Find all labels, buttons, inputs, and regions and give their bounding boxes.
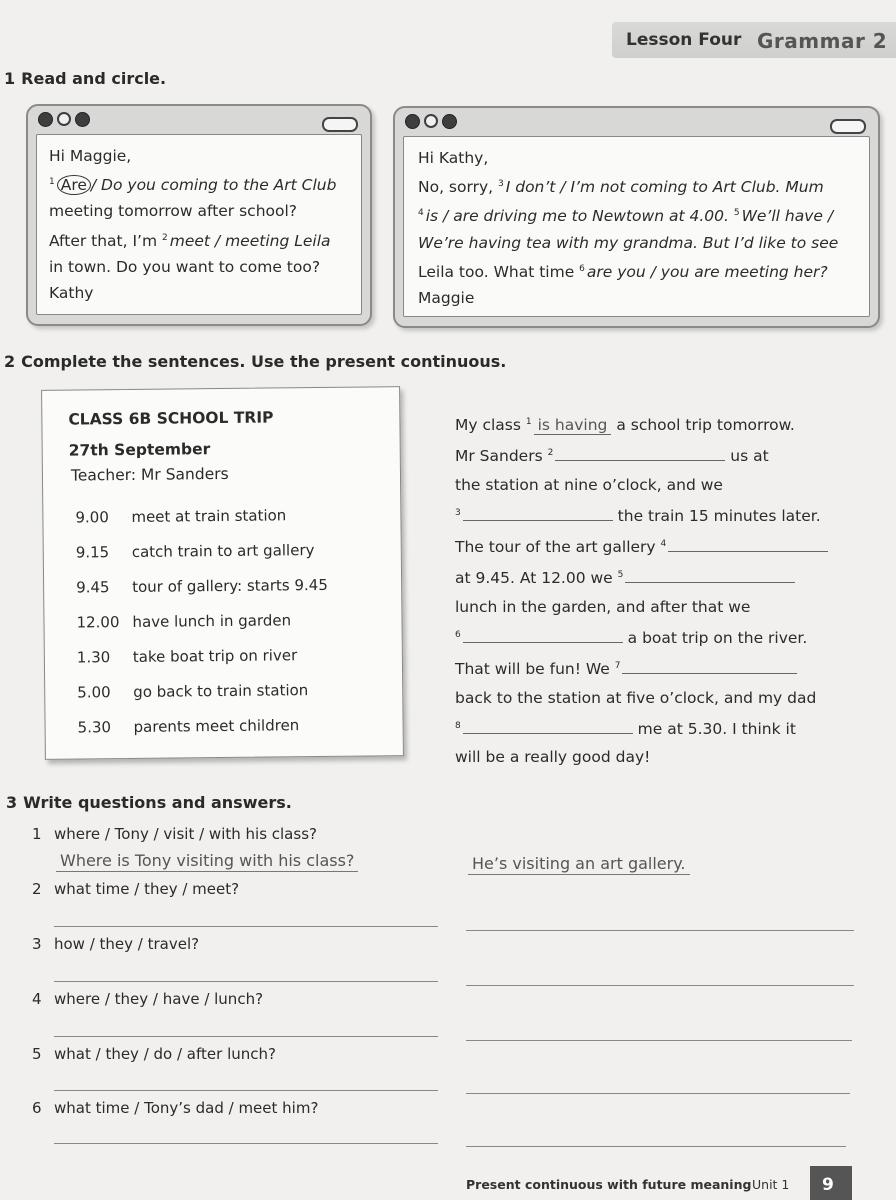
blank-2[interactable]: [555, 446, 725, 461]
answer-line-2[interactable]: [466, 930, 854, 931]
schedule-row: 5.30 parents meet children: [77, 716, 300, 737]
topic-label: Grammar 2: [757, 29, 888, 53]
circled-answer: Are: [57, 175, 91, 195]
schedule-row: 12.00 have lunch in garden: [76, 611, 292, 632]
answer-1: is having: [534, 416, 612, 435]
answer-line-5[interactable]: [466, 1093, 850, 1094]
email-line: After that, I’m $^2$ meet / meeting Leila: [49, 231, 331, 250]
email-line: $^1$ Are / Do you coming to the Art Club: [49, 176, 337, 195]
window-dots-icon: [38, 112, 90, 127]
page-number: 9: [822, 1175, 834, 1195]
school-trip-card: [41, 386, 404, 760]
lesson-label: Lesson Four: [626, 30, 742, 50]
answer-answer-1: He’s visiting an art gallery.: [468, 854, 690, 875]
email-window-1: [26, 104, 372, 326]
question-prompt: 4 where / they / have / lunch?: [32, 990, 264, 1008]
footer-unit: Unit 1: [752, 1177, 790, 1192]
schedule-row: 9.45 tour of gallery: starts 9.45: [76, 575, 328, 597]
question-line-6[interactable]: [54, 1143, 438, 1144]
section-3-title: 3 Write questions and answers.: [6, 793, 292, 812]
question-prompt: 6 what time / Tony’s dad / meet him?: [32, 1099, 319, 1117]
schedule-row: 9.15 catch train to art gallery: [75, 541, 315, 562]
email-line: We’re having tea with my grandma. But I’d like to see: [418, 233, 839, 252]
question-line-4[interactable]: [54, 1036, 438, 1037]
question-prompt: 2 what time / they / meet?: [32, 880, 240, 898]
section-2-title: 2 Complete the sentences. Use the present continuous.: [4, 352, 507, 371]
email-line: Maggie: [418, 289, 475, 308]
email-line: in town. Do you want to come too?: [49, 257, 321, 276]
card-title: CLASS 6B SCHOOL TRIP: [68, 408, 274, 429]
email-line: Hi Maggie,: [49, 147, 132, 165]
window-dots-icon: [405, 114, 457, 129]
footer-topic: Present continuous with future meaning: [466, 1177, 752, 1192]
email-line: $^4$ is / are driving me to Newtown at 4.00. $^5$ We’ll have /: [418, 207, 834, 226]
blank-5[interactable]: [625, 568, 795, 583]
card-teacher: Teacher: Mr Sanders: [70, 464, 229, 485]
question-line-5[interactable]: [54, 1090, 438, 1091]
schedule-row: 5.00 go back to train station: [77, 681, 309, 702]
blank-7[interactable]: [622, 659, 797, 674]
card-date: 27th September: [68, 440, 211, 460]
answer-line-3[interactable]: [466, 985, 854, 986]
question-prompt: 1 where / Tony / visit / with his class?: [32, 825, 317, 843]
blank-4[interactable]: [668, 537, 828, 552]
window-button-icon: [830, 119, 866, 134]
answer-line-4[interactable]: [466, 1040, 852, 1041]
email-line: meeting tomorrow after school?: [49, 202, 298, 221]
email-line: No, sorry, $^3$ I don’t / I’m not coming to Art Club. Mum: [418, 178, 824, 197]
schedule-row: 1.30 take boat trip on river: [76, 646, 298, 667]
question-line-3[interactable]: [54, 981, 438, 982]
email-body-1: [36, 134, 362, 315]
schedule-row: 9.00 meet at train station: [75, 506, 287, 527]
email-body-2: [403, 136, 870, 317]
email-window-2: [393, 106, 880, 328]
blank-3[interactable]: [463, 506, 613, 521]
question-prompt: 3 how / they / travel?: [32, 935, 200, 953]
question-prompt: 5 what / they / do / after lunch?: [32, 1045, 276, 1063]
question-line-2[interactable]: [54, 926, 438, 927]
gap-fill-paragraph: My class $^1$ is having a school trip tomorrow. Mr Sanders $^2$ us at the station at nine o’clock, and we $^3$ the train 15 minutes later. The tour of the art gallery $^4$ at 9.45. At 12.00 we $^5$ lunch in the garden, and after that we $^6$ a boat trip on the river. That will be fun! We $^7$ back to the station at five o’clock, and my dad $^8$ me at 5.30. I think it will be a really good day!: [455, 408, 835, 772]
email-line: Hi Kathy,: [418, 149, 489, 167]
answer-line-6[interactable]: [466, 1146, 846, 1147]
email-line: Leila too. What time $^6$ are you / you are meeting her?: [418, 262, 828, 281]
blank-6[interactable]: [463, 628, 623, 643]
question-answer-1: Where is Tony visiting with his class?: [56, 851, 358, 872]
blank-8[interactable]: [463, 719, 633, 734]
section-1-title: 1 Read and circle.: [4, 69, 167, 88]
window-button-icon: [322, 117, 358, 132]
email-line: Kathy: [49, 284, 94, 303]
